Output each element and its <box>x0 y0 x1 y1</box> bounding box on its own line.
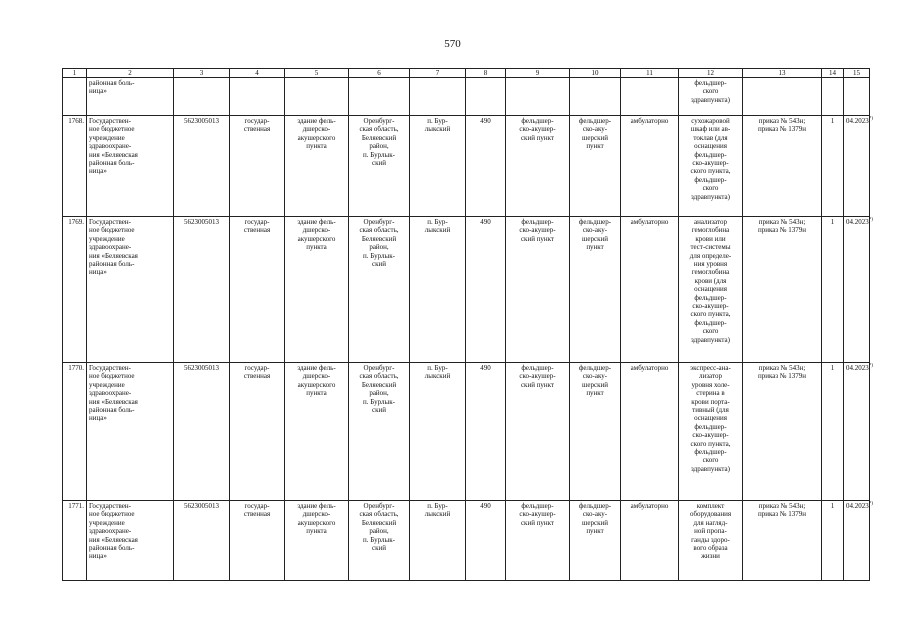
date-cell <box>844 363 873 501</box>
unit-cell: фельдшер- ско-аку- шерский пункт <box>570 501 621 581</box>
building-cell: здание фель- дшерско- акушерского пункта <box>285 217 349 363</box>
ownership-cell: государ- ственная <box>230 501 285 581</box>
column-number: 7 <box>410 69 466 78</box>
quantity-cell: 1 <box>822 501 844 581</box>
address-cell: Оренбург- ская область, Беляевский район, п. Бурлык- ский <box>349 501 410 581</box>
column-number: 12 <box>679 69 743 78</box>
order-cell: приказ № 543н; приказ № 1379н <box>743 116 822 217</box>
date-text: 04.2023 <box>846 117 869 125</box>
continuation-row <box>63 78 870 116</box>
care-type-cell: амбулаторно <box>621 217 679 363</box>
column-number: 6 <box>349 69 410 78</box>
column-number: 5 <box>285 69 349 78</box>
footnote-mark: *) <box>868 116 873 122</box>
order-cell: приказ № 543н; приказ № 1379н <box>743 501 822 581</box>
facility-cell: фельдшер- ско-акушер- ский пункт <box>506 116 570 217</box>
column-number: 14 <box>822 69 844 78</box>
column-number: 8 <box>466 69 506 78</box>
locality-cell: п. Бур- лыкский <box>410 116 466 217</box>
row-number-cell: 1771. <box>63 501 87 581</box>
equipment-cell: экспресс-ана- лизатор уровня холе- стерина в крови порта- тивный (для оснащения фельдшер- ско-акушер- ского пункта, фельдшер- ского здравпункта) <box>679 363 743 501</box>
unit-cell: фельдшер- ско-аку- шерский пункт <box>570 116 621 217</box>
building-cell: здание фель- дшерско- акушерского пункта <box>285 363 349 501</box>
column-number: 4 <box>230 69 285 78</box>
equipment-cell: комплект оборудования для нагляд- ной пропа- ганды здоро- вого образа жизни <box>679 501 743 581</box>
quantity-cell: 1 <box>822 217 844 363</box>
column-number: 3 <box>174 69 230 78</box>
quantity-cell: 1 <box>822 363 844 501</box>
row-number-cell: 1770. <box>63 363 87 501</box>
page-number: 570 <box>444 38 461 50</box>
facility-cell: фельдшер- ско-акушер- ский пункт <box>506 217 570 363</box>
table-row <box>63 217 870 363</box>
row-number-cell: 1768. <box>63 116 87 217</box>
date-cell <box>844 501 873 581</box>
quantity-cell: 1 <box>822 116 844 217</box>
unit-cell: фельдшер- ско-аку- шерский пункт <box>570 363 621 501</box>
column-number: 2 <box>87 69 174 78</box>
locality-cell: п. Бур- лыкский <box>410 363 466 501</box>
column-number: 13 <box>743 69 822 78</box>
inn-cell: 5623005013 <box>174 217 230 363</box>
column-number: 1 <box>63 69 87 78</box>
ownership-cell: государ- ственная <box>230 363 285 501</box>
organization-cell: Государствен- ное бюджетное учреждение здравоохране- ния «Беляевская районная боль- ница» <box>87 501 174 581</box>
organization-cell: Государствен- ное бюджетное учреждение здравоохране- ния «Беляевская районная боль- ница» <box>87 116 174 217</box>
count-cell: 490 <box>466 116 506 217</box>
locality-cell: п. Бур- лыкский <box>410 501 466 581</box>
registry-table <box>62 68 873 581</box>
table-row <box>63 116 870 217</box>
facility-cell: фельдшер- ско-акушер- ский пункт <box>506 363 570 501</box>
inn-cell: 5623005013 <box>174 501 230 581</box>
inn-cell: 5623005013 <box>174 116 230 217</box>
care-type-cell: амбулаторно <box>621 116 679 217</box>
date-text: 04.2023 <box>846 502 869 510</box>
column-number: 10 <box>570 69 621 78</box>
care-type-cell: амбулаторно <box>621 363 679 501</box>
continuation-equipment-cell: фельдшер- ского здравпункта) <box>679 78 743 116</box>
column-number: 15 <box>844 69 870 78</box>
date-cell <box>844 217 873 363</box>
column-number: 9 <box>506 69 570 78</box>
table-row <box>63 363 870 501</box>
locality-cell: п. Бур- лыкский <box>410 217 466 363</box>
facility-cell: фельдшер- ско-акушер- ский пункт <box>506 501 570 581</box>
table-row <box>63 501 870 581</box>
order-cell: приказ № 543н; приказ № 1379н <box>743 217 822 363</box>
address-cell: Оренбург- ская область, Беляевский район, п. Бурлык- ский <box>349 116 410 217</box>
organization-cell: Государствен- ное бюджетное учреждение здравоохране- ния «Беляевская районная боль- ница» <box>87 217 174 363</box>
column-number: 11 <box>621 69 679 78</box>
ownership-cell: государ- ственная <box>230 116 285 217</box>
address-cell: Оренбург- ская область, Беляевский район, п. Бурлык- ский <box>349 363 410 501</box>
footnote-mark: *) <box>868 217 873 223</box>
continuation-org-cell: районная боль- ница» <box>87 78 174 116</box>
organization-cell: Государствен- ное бюджетное учреждение здравоохране- ния «Беляевская районная боль- ница» <box>87 363 174 501</box>
count-cell: 490 <box>466 501 506 581</box>
date-text: 04.2023 <box>846 218 869 226</box>
count-cell: 490 <box>466 363 506 501</box>
order-cell: приказ № 543н; приказ № 1379н <box>743 363 822 501</box>
building-cell: здание фель- дшерско- акушерского пункта <box>285 116 349 217</box>
date-text: 04.2023 <box>846 364 869 372</box>
unit-cell: фельдшер- ско-аку- шерский пункт <box>570 217 621 363</box>
footnote-mark: *) <box>868 501 873 507</box>
ownership-cell: государ- ственная <box>230 217 285 363</box>
equipment-cell: сухожаровой шкаф или ав- токлав (для оснащения фельдшер- ско-акушер- ского пункта, фельдшер- ского здравпункта) <box>679 116 743 217</box>
footnote-mark: *) <box>868 363 873 369</box>
date-cell <box>844 116 873 217</box>
care-type-cell: амбулаторно <box>621 501 679 581</box>
building-cell: здание фель- дшерско- акушерского пункта <box>285 501 349 581</box>
column-number-row <box>63 69 870 78</box>
equipment-cell: анализатор гемоглобина крови или тест-системы для определе- ния уровня гемоглобина крови (для оснащения фельдшер- ско-акушер- ского пункта, фельдшер- ского здравпункта) <box>679 217 743 363</box>
inn-cell: 5623005013 <box>174 363 230 501</box>
row-number-cell: 1769. <box>63 217 87 363</box>
count-cell: 490 <box>466 217 506 363</box>
address-cell: Оренбург- ская область, Беляевский район, п. Бурлык- ский <box>349 217 410 363</box>
